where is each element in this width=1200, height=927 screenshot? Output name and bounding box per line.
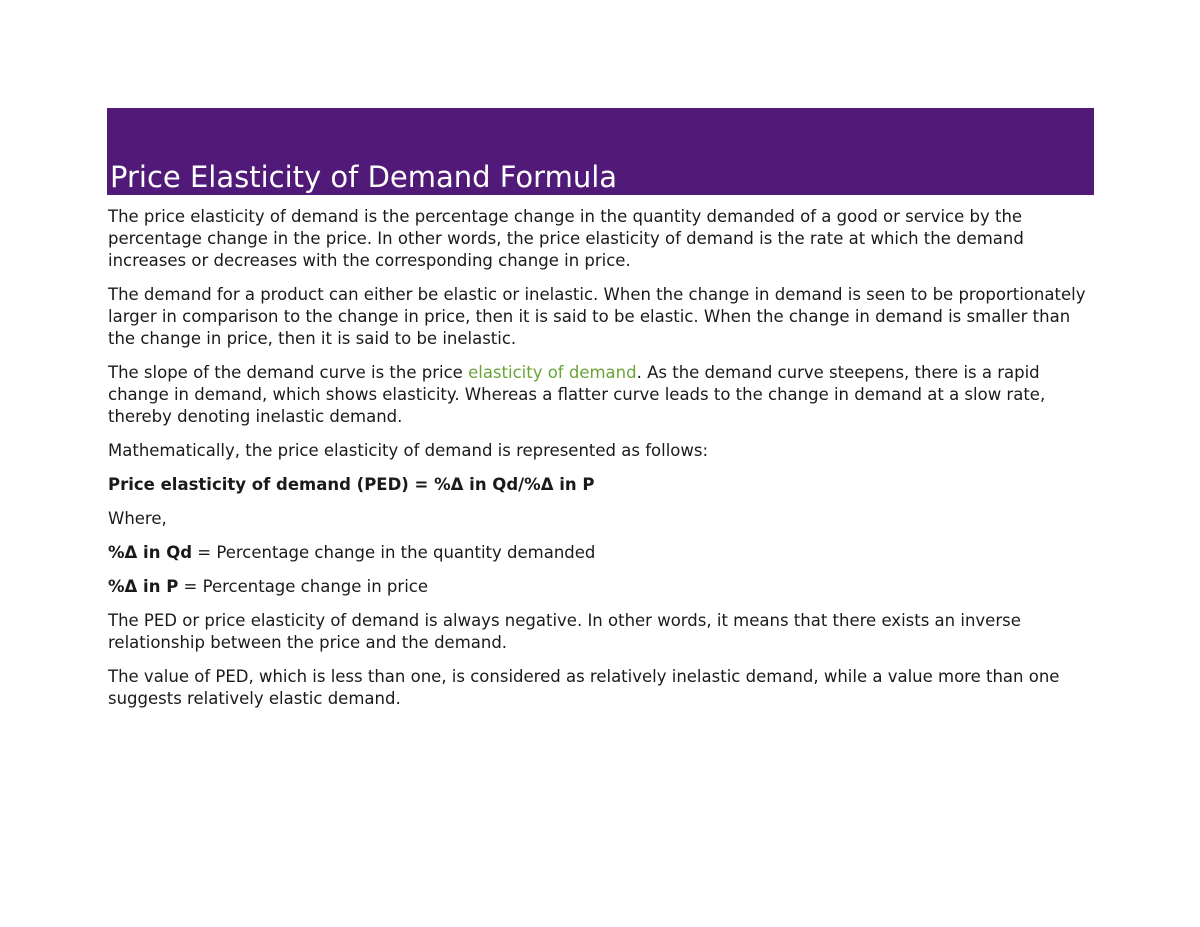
definition-qd-term: %Δ in Qd [108,543,193,562]
where-label: Where, [108,509,167,528]
definition-p-term: %Δ in P [108,577,179,596]
elasticity-of-demand-link[interactable]: elasticity of demand [468,363,637,382]
page-title: Price Elasticity of Demand Formula [110,160,618,194]
paragraph-slope-text-end: . As the demand curve steepens, there is a rapid change in demand, which shows elasticity. Whereas a flatter curve leads to the change in demand at a slow rate, thereby denoting inelastic demand. [108,363,1046,426]
formula: Price elasticity of demand (PED) = %Δ in Qd/%Δ in P [108,475,595,494]
paragraph-slope [108,362,1098,428]
paragraph-ped-negative: The PED or price elasticity of demand is always negative. In other words, it means that there exists an inverse relationship between the price and the demand. [108,611,1021,652]
title-banner [107,108,1094,195]
paragraph-ped-value: The value of PED, which is less than one, is considered as relatively inelastic demand, while a value more than one suggests relatively elastic demand. [108,667,1060,708]
paragraph-mathematically: Mathematically, the price elasticity of demand is represented as follows: [108,441,709,460]
definition-qd-desc: = Percentage change in the quantity demanded [192,543,596,562]
definition-p [108,576,1098,598]
definition-qd [108,542,1098,564]
paragraph-slope-text-start: The slope of the demand curve is the price [108,363,469,382]
paragraph-elastic-inelastic: The demand for a product can either be elastic or inelastic. When the change in demand is seen to be proportionately larger in comparison to the change in price, then it is said to be elastic. When the change in demand is smaller than the change in price, then it is said to be inelastic. [108,285,1086,348]
paragraph-definition: The price elasticity of demand is the percentage change in the quantity demanded of a good or service by the percentage change in the price. In other words, the price elasticity of demand is the rate at which the demand increases or decreases with the corresponding change in price. [108,207,1024,270]
article-body [108,206,1098,722]
definition-p-desc: = Percentage change in price [178,577,428,596]
